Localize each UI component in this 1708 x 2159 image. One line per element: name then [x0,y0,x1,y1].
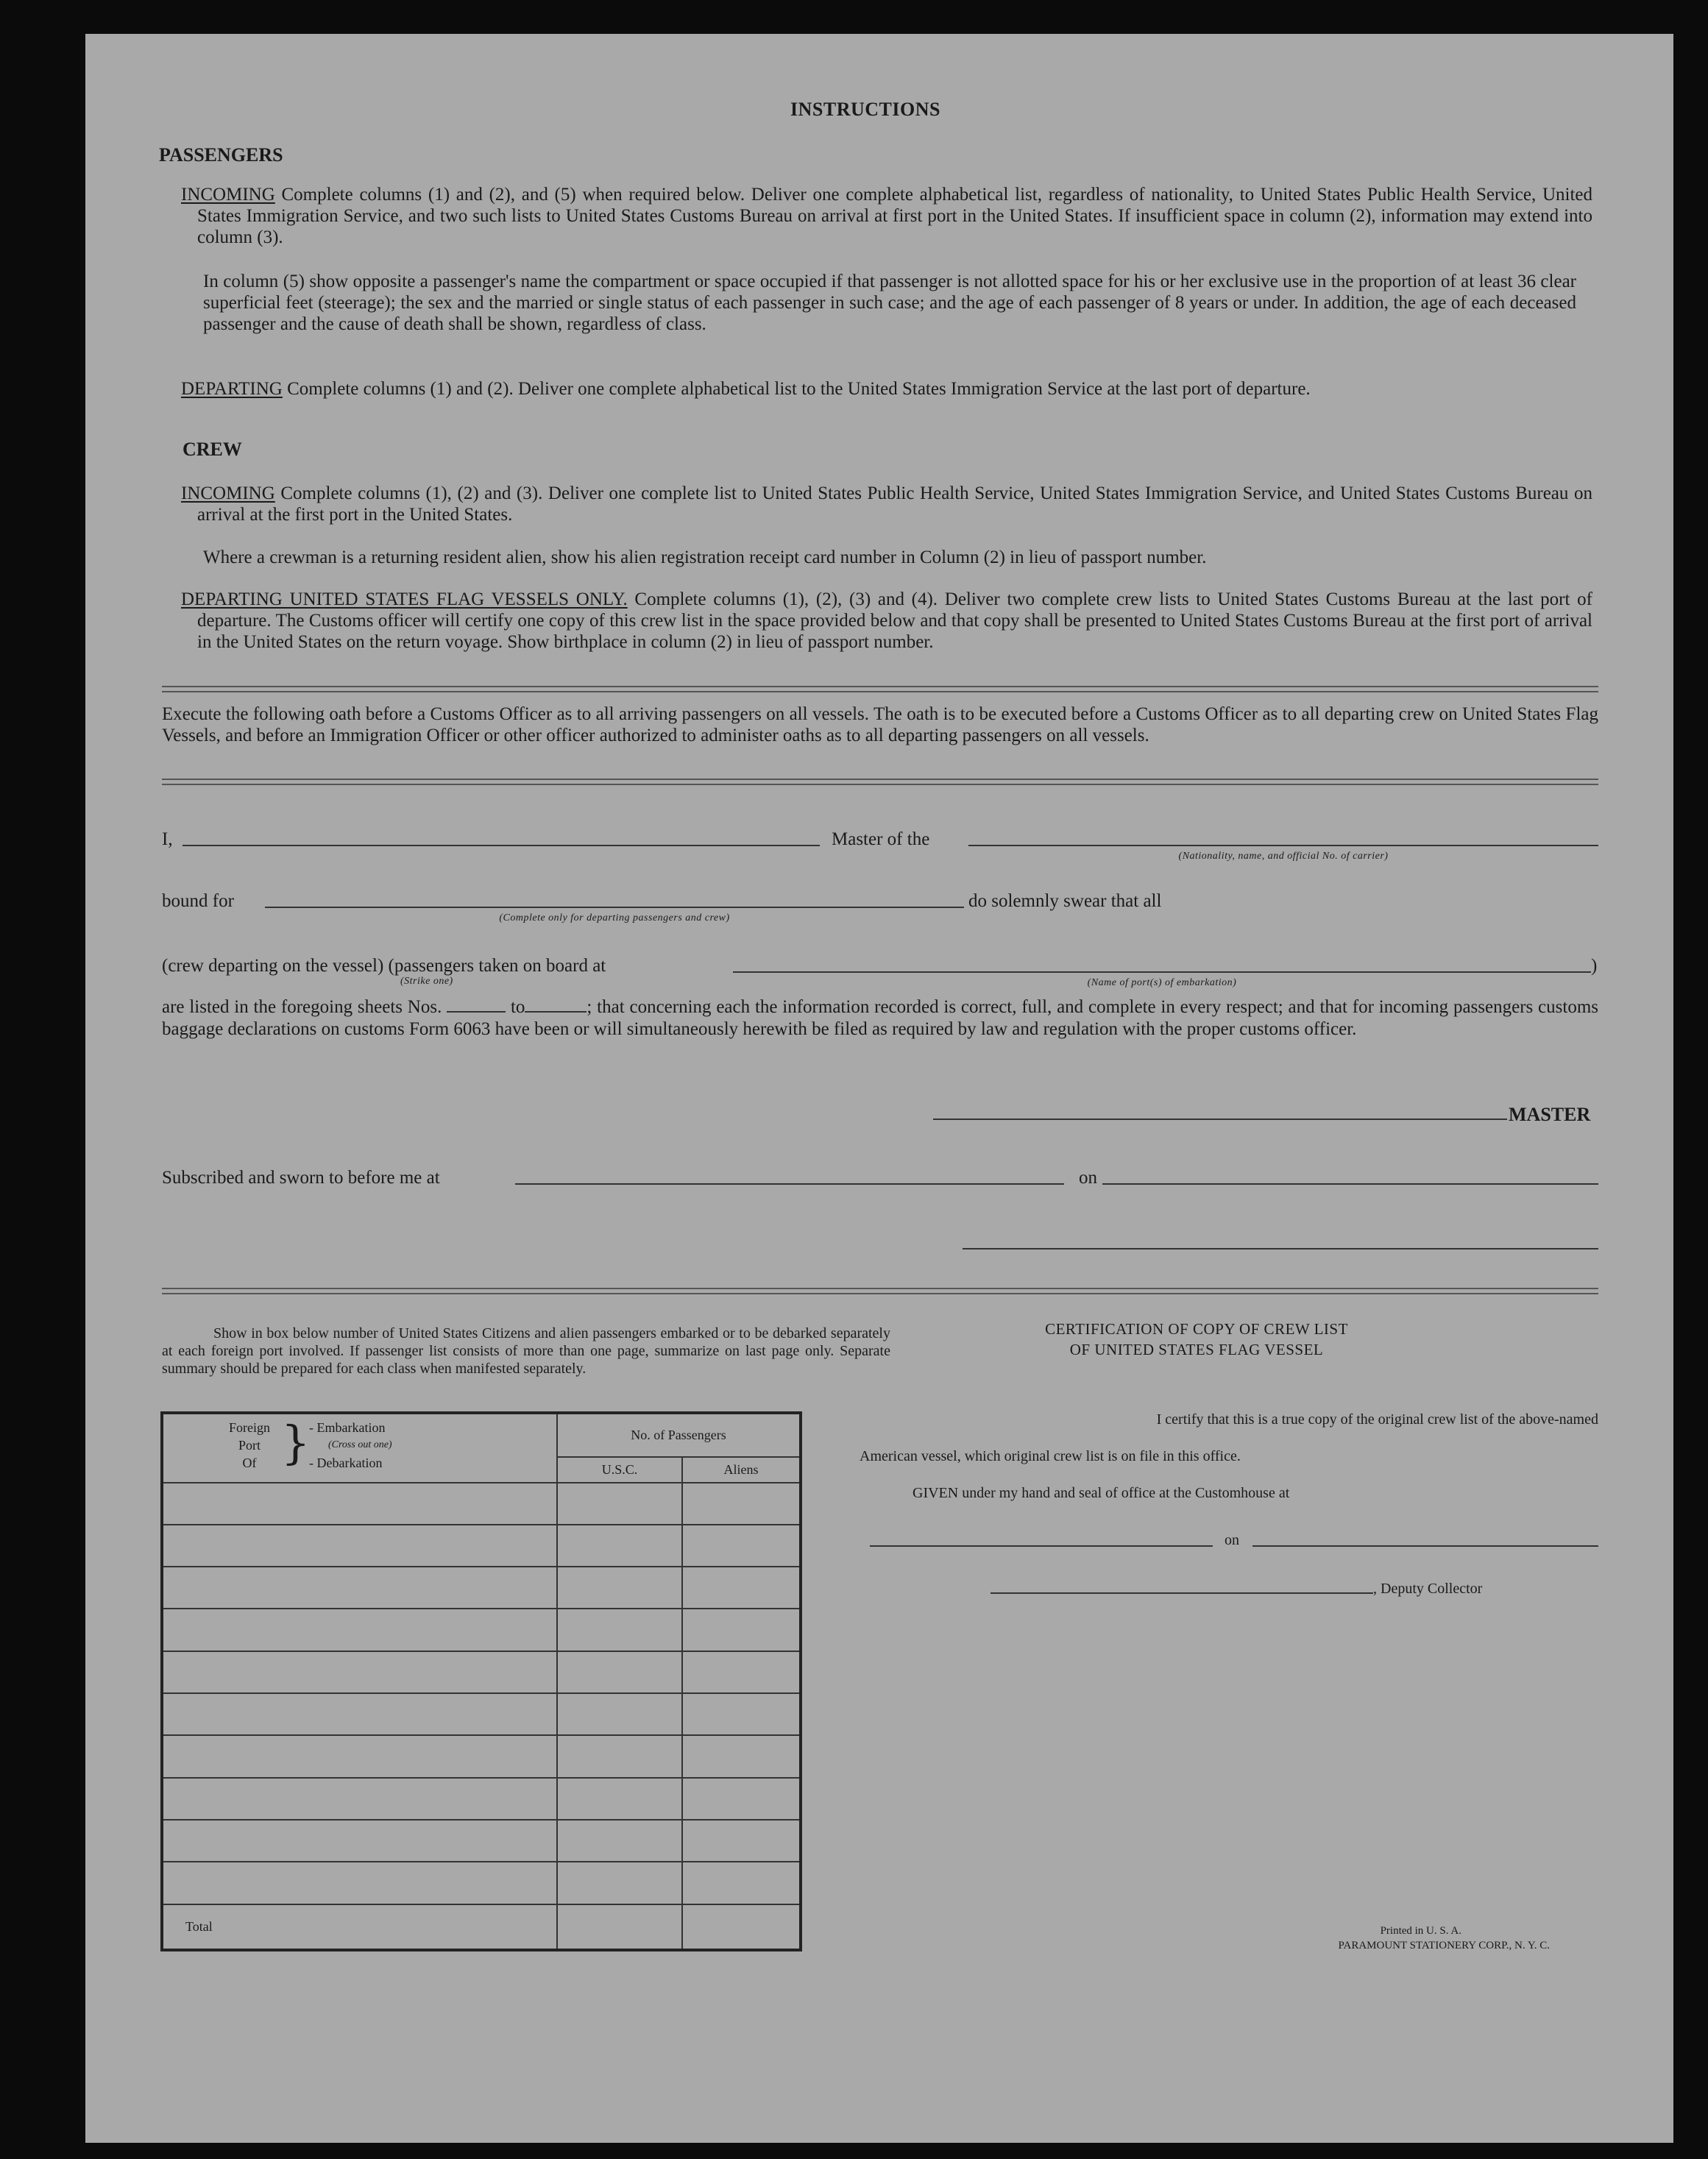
subscribed-label: Subscribed and sworn to before me at [162,1168,440,1188]
port-cell[interactable] [162,1693,557,1735]
usc-cell[interactable] [557,1609,682,1651]
usc-total-cell[interactable] [557,1904,682,1950]
port-label: Port [238,1438,261,1453]
aliens-cell[interactable] [682,1567,801,1609]
instructions-title: INSTRUCTIONS [790,99,940,120]
port-cell[interactable] [162,1525,557,1567]
incoming-label: INCOMING [181,185,275,205]
usc-cell[interactable] [557,1778,682,1820]
departing-label: DEPARTING [181,379,283,399]
swear-label: do solemnly swear that all [968,891,1162,911]
summary-instruction: Show in box below number of United States Citizens and alien passengers embarked or to be debarked separately at each foreign port involved. If passenger list consists of more than one page, summarize on last page only. Separate summary should be prepared for each class when manifested separately. [162,1325,890,1377]
foreign-label: Foreign [229,1420,270,1435]
passengers-departing-paragraph [181,378,1592,400]
certification-title-1: CERTIFICATION OF COPY OF CREW LIST [1045,1320,1348,1338]
divider-2 [162,779,1598,785]
listed-prefix: are listed in the foregoing sheets Nos. [162,997,442,1017]
crew-departing-paragraph [181,589,1592,653]
embarkation-ports-field[interactable] [733,971,1591,973]
ports-caption: (Name of port(s) of embarkation) [1087,977,1237,988]
crew-incoming-paragraph [181,483,1592,525]
customhouse-field[interactable] [870,1545,1213,1547]
usc-cell[interactable] [557,1735,682,1777]
crewman-paragraph: Where a crewman is a returning resident alien, show his alien registration receipt card number in Column (2) in lieu of passport number. [203,547,1207,567]
master-name-field[interactable] [183,845,820,846]
certification-on-label: on [1225,1532,1239,1548]
debarkation-label: - Debarkation [309,1456,383,1470]
oath-intro: Execute the following oath before a Customs Officer as to all arriving passengers on all vessels. The oath is to be executed before a Customs Officer as to all departing crew on United States Flag Vessels, and before an Immigration Officer or other officer authorized to administer oaths as to all departing passengers on all vessels. [162,704,1598,745]
usc-header: U.S.C. [557,1457,682,1482]
certification-title-2: OF UNITED STATES FLAG VESSEL [1069,1341,1324,1358]
usc-cell[interactable] [557,1525,682,1567]
usc-cell[interactable] [557,1651,682,1693]
crew-incoming-label: INCOMING [181,483,275,503]
bound-for-caption: (Complete only for departing passengers and crew) [499,912,730,923]
crew-heading: CREW [183,439,242,460]
of-label: Of [242,1456,257,1470]
aliens-cell[interactable] [682,1862,801,1904]
crew-departing-label: DEPARTING UNITED STATES FLAG VESSELS ONLY. [181,589,628,609]
total-label: Total [162,1904,557,1950]
cross-out-label: (Cross out one) [328,1439,392,1450]
passengers-heading: PASSENGERS [159,144,283,166]
master-label: MASTER [1509,1104,1591,1125]
incoming-text: Complete columns (1) and (2), and (5) when required below. Deliver one complete alphabetical list, regardless of nationality, to United States Public Health Service, United States Immigration Service, and two such lists to United States Customs Bureau on arrival at first port in the United States. If insufficient space in column (2), information may extend into column (3). [197,185,1592,247]
port-cell[interactable] [162,1609,557,1651]
departing-text: Complete columns (1) and (2). Deliver one complete alphabetical list to the United States Immigration Service at the last port of departure. [282,379,1311,399]
master-of-the-label: Master of the [832,829,930,849]
aliens-cell[interactable] [682,1735,801,1777]
aliens-cell[interactable] [682,1778,801,1820]
crew-departing-strike: (crew departing on the vessel) (passengers taken on board at [162,956,606,976]
usc-cell[interactable] [557,1567,682,1609]
aliens-header: Aliens [682,1457,801,1482]
oath-i-label: I, [162,829,173,849]
certification-line-2: American vessel, which original crew list is on file in this office. [860,1448,1241,1464]
deputy-signature-field[interactable] [991,1592,1373,1594]
listed-rest: ; that concerning each the information recorded is correct, full, and complete in every respect; and that for incoming passengers customs baggage declarations on customs Form 6063 have been or will simultaneously herewith be filed as required by law and regulation with the proper customs officer. [162,997,1598,1039]
strike-one-caption: (Strike one) [400,976,453,987]
officer-signature-field[interactable] [963,1248,1598,1249]
certification-line-3: GIVEN under my hand and seal of office at the Customhouse at [913,1485,1290,1501]
port-cell[interactable] [162,1778,557,1820]
port-cell[interactable] [162,1567,557,1609]
sheet-from-field[interactable] [447,998,506,1013]
to-label: to [510,997,525,1017]
divider-1 [162,686,1598,692]
crew-departing-text: Complete columns (1), (2), (3) and (4). Deliver two complete crew lists to United States Customs Bureau at the last port of departure. The Customs officer will certify one copy of this crew list in the space provided below and that copy shall be presented to United States Customs Bureau at the first port of arrival in the United States on the return voyage. Show birthplace in column (2) in lieu of passport number. [197,589,1592,652]
port-cell[interactable] [162,1862,557,1904]
usc-cell[interactable] [557,1820,682,1862]
subscribed-on-label: on [1079,1168,1097,1188]
aliens-cell[interactable] [682,1651,801,1693]
subscribed-date-field[interactable] [1102,1183,1598,1185]
listed-paragraph [162,996,1598,1040]
aliens-cell[interactable] [682,1693,801,1735]
printer-imprint [1189,1924,1550,1953]
deputy-collector-label: , Deputy Collector [1373,1581,1483,1597]
port-header [162,1413,557,1483]
passenger-summary-table [160,1411,802,1951]
port-cell[interactable] [162,1483,557,1525]
brace-icon: } [281,1416,311,1470]
form-sheet [85,34,1673,2143]
no-passengers-header: No. of Passengers [557,1413,801,1457]
subscribed-place-field[interactable] [515,1183,1064,1185]
aliens-cell[interactable] [682,1525,801,1567]
column5-paragraph: In column (5) show opposite a passenger's name the compartment or space occupied if that passenger is not allotted space for his or her exclusive use in the proportion of at least 36 clear superficial feet (steerage); the sex and the married or single status of each passenger in such case; and the age of each passenger of 8 years or under. In addition, the age of each deceased passenger and the cause of death shall be shown, regardless of class. [203,272,1576,334]
certification-date-field[interactable] [1252,1545,1598,1547]
carrier-caption: (Nationality, name, and official No. of carrier) [1178,851,1389,862]
port-cell[interactable] [162,1820,557,1862]
aliens-cell[interactable] [682,1483,801,1525]
bound-for-field[interactable] [265,907,964,908]
printed-in-usa: Printed in U. S. A. [1380,1925,1461,1937]
port-cell[interactable] [162,1651,557,1693]
embarkation-label: - Embarkation [309,1420,386,1435]
divider-3 [162,1288,1598,1294]
certification-line-1: I certify that this is a true copy of the original crew list of the above-named [1156,1411,1598,1428]
port-cell[interactable] [162,1735,557,1777]
printer-name: PARAMOUNT STATIONERY CORP., N. Y. C. [1338,1940,1550,1951]
passengers-incoming-paragraph [181,184,1592,248]
sheet-to-field[interactable] [525,998,587,1013]
bound-for-label: bound for [162,891,234,911]
aliens-total-cell[interactable] [682,1904,801,1950]
aliens-cell[interactable] [682,1609,801,1651]
aliens-cell[interactable] [682,1820,801,1862]
close-paren: ) [1591,956,1598,976]
usc-cell[interactable] [557,1483,682,1525]
carrier-field[interactable] [968,845,1598,846]
usc-cell[interactable] [557,1693,682,1735]
crew-incoming-text: Complete columns (1), (2) and (3). Deliver one complete list to United States Public Health Service, United States Immigration Service, and United States Customs Bureau on arrival at the first port in the United States. [197,483,1592,525]
usc-cell[interactable] [557,1862,682,1904]
master-signature-field[interactable] [933,1119,1507,1120]
